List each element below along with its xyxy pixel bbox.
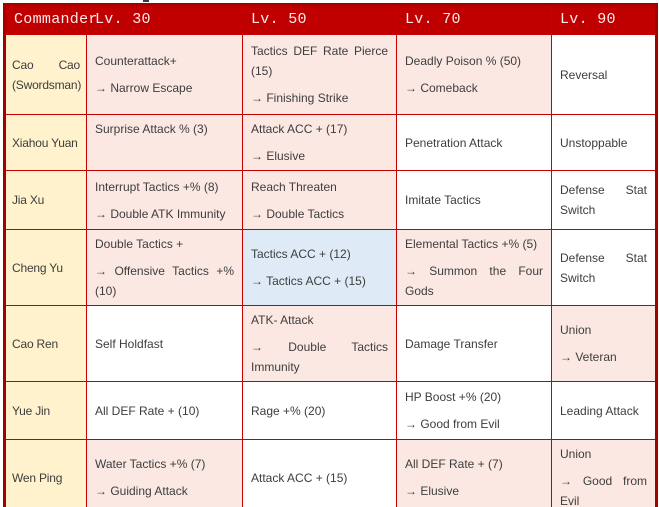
skill-text: → Double ATK Immunity bbox=[95, 206, 226, 221]
commander-name: Cheng Yu bbox=[12, 260, 63, 275]
skill-text: Double Tactics + bbox=[95, 237, 184, 251]
skill-text: → Narrow Escape bbox=[95, 81, 193, 95]
skill-text: All DEF Rate + (7) bbox=[405, 457, 503, 471]
skill-text: Imitate Tactics bbox=[405, 193, 481, 207]
commander-cell bbox=[5, 440, 87, 507]
commander-cell bbox=[5, 171, 87, 230]
skill-cell bbox=[243, 306, 397, 382]
skill-text: Tactics ACC + (12) bbox=[251, 247, 351, 261]
column-header-lv-30: Lv. 30 bbox=[87, 5, 243, 35]
skill-cell bbox=[87, 115, 243, 171]
skill-text: Rage +% (20) bbox=[251, 403, 326, 418]
column-header-lv-90: Lv. 90 bbox=[552, 5, 657, 35]
skill-text: Counterattack+ bbox=[95, 54, 177, 68]
skill-cell bbox=[243, 171, 397, 230]
skill-cell bbox=[397, 440, 552, 507]
skill-text: → Double Tactics bbox=[251, 206, 345, 221]
skill-text: HP Boost +% (20) bbox=[405, 390, 502, 404]
skill-text: Tactics DEF Rate Pierce (15) bbox=[251, 44, 388, 78]
skill-cell bbox=[397, 35, 552, 115]
skill-text: Elemental Tactics +% (5) bbox=[405, 237, 538, 251]
skill-cell bbox=[552, 382, 657, 440]
skill-cell bbox=[243, 440, 397, 507]
skill-text: Attack ACC + (15) bbox=[251, 470, 348, 485]
skill-cell bbox=[87, 440, 243, 507]
commander-cell bbox=[5, 35, 87, 115]
header-row bbox=[5, 5, 657, 35]
skill-text: → Good from Evil bbox=[560, 474, 647, 507]
table-row bbox=[5, 115, 657, 171]
table-row bbox=[5, 230, 657, 306]
skill-text: → Veteran bbox=[560, 350, 617, 364]
skill-text: ATK- Attack bbox=[251, 313, 314, 327]
skill-text: Union bbox=[560, 447, 592, 461]
table-row bbox=[5, 35, 657, 115]
commander-skills-table bbox=[3, 3, 658, 507]
cropped-text-fragment bbox=[143, 0, 149, 2]
skill-cell bbox=[552, 35, 657, 115]
skill-cell bbox=[87, 382, 243, 440]
skill-text: → Finishing Strike bbox=[251, 91, 349, 105]
table-row bbox=[5, 382, 657, 440]
skill-text: Surprise Attack % (3) bbox=[95, 122, 208, 136]
skill-cell bbox=[397, 382, 552, 440]
column-header-lv-70: Lv. 70 bbox=[397, 5, 552, 35]
table-row bbox=[5, 440, 657, 507]
commander-name: Cao Ren bbox=[12, 336, 58, 351]
skill-text: → Good from Evil bbox=[405, 417, 500, 431]
skill-text: Self Holdfast bbox=[95, 336, 164, 351]
skill-text: Interrupt Tactics +% (8) bbox=[95, 179, 219, 194]
skill-cell bbox=[87, 306, 243, 382]
skill-text: → Elusive bbox=[251, 149, 306, 163]
skill-text: Unstoppable bbox=[560, 135, 628, 150]
table-body bbox=[5, 35, 657, 507]
skill-cell bbox=[243, 230, 397, 306]
commander-name: Cao Cao (Swordsman) bbox=[12, 57, 82, 92]
skill-cell bbox=[397, 306, 552, 382]
skill-cell bbox=[243, 382, 397, 440]
skill-text: Damage Transfer bbox=[405, 336, 498, 351]
skill-cell bbox=[243, 115, 397, 171]
commander-cell bbox=[5, 306, 87, 382]
skill-cell bbox=[87, 171, 243, 230]
skill-text: Defense Stat Switch bbox=[560, 183, 647, 217]
table-row bbox=[5, 171, 657, 230]
skill-text: → Tactics ACC + (15) bbox=[251, 274, 366, 288]
skill-cell bbox=[552, 306, 657, 382]
skill-text: → Double Tactics Immunity bbox=[251, 340, 388, 374]
skill-cell bbox=[243, 35, 397, 115]
skill-cell bbox=[552, 115, 657, 171]
commander-name: Jia Xu bbox=[12, 193, 45, 207]
skill-text: Water Tactics +% (7) bbox=[95, 457, 206, 471]
skill-text: Penetration Attack bbox=[405, 135, 503, 150]
table-row bbox=[5, 306, 657, 382]
skill-cell bbox=[552, 171, 657, 230]
skill-text: → Elusive bbox=[405, 484, 460, 498]
column-header-commander: Commander bbox=[5, 5, 87, 35]
skill-cell bbox=[87, 35, 243, 115]
skill-text: → Offensive Tactics +% (10) bbox=[95, 264, 234, 298]
commander-name: Yue Jin bbox=[12, 403, 50, 418]
skill-text: All DEF Rate + (10) bbox=[95, 403, 200, 418]
skill-text: Defense Stat Switch bbox=[560, 250, 647, 285]
skill-text: → Guiding Attack bbox=[95, 484, 188, 498]
skill-text: Reach Threaten bbox=[251, 179, 337, 194]
skill-text: Reversal bbox=[560, 67, 608, 82]
column-header-lv-50: Lv. 50 bbox=[243, 5, 397, 35]
skill-text: → Summon the Four Gods bbox=[405, 264, 543, 298]
skill-text: → Comeback bbox=[405, 81, 478, 95]
skill-cell bbox=[397, 171, 552, 230]
skill-cell bbox=[552, 230, 657, 306]
skill-cell bbox=[397, 230, 552, 306]
skill-text: Deadly Poison % (50) bbox=[405, 54, 522, 68]
skill-text: Union bbox=[560, 323, 592, 337]
skill-text: Attack ACC + (17) bbox=[251, 122, 348, 136]
commander-cell bbox=[5, 382, 87, 440]
skill-cell bbox=[87, 230, 243, 306]
commander-name: Xiahou Yuan bbox=[12, 135, 78, 150]
skill-text: Leading Attack bbox=[560, 403, 639, 418]
commander-cell bbox=[5, 115, 87, 171]
commander-name: Wen Ping bbox=[12, 470, 63, 485]
skill-text bbox=[95, 146, 234, 166]
skill-cell bbox=[397, 115, 552, 171]
commander-cell bbox=[5, 230, 87, 306]
table-header bbox=[5, 5, 657, 35]
skill-cell bbox=[552, 440, 657, 507]
